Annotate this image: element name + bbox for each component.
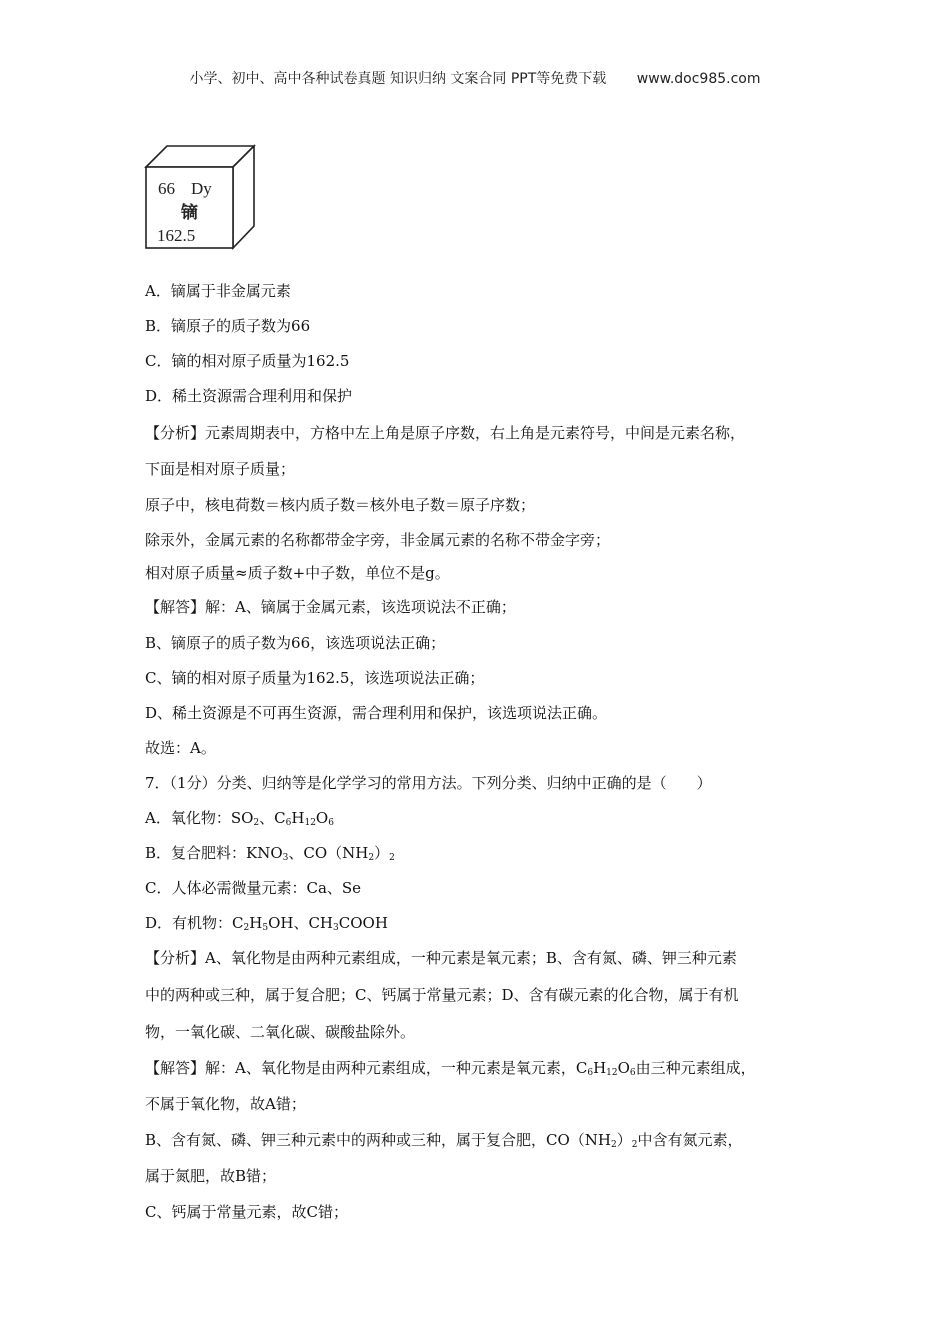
analysis-line-2: 中的两种或三种，属于复合肥；C、钙属于常量元素；D、含有碳元素的化合物，属于有机 xyxy=(145,986,739,1004)
answer-line-1: 【解答】解：A、氧化物是由两种元素组成，一种元素是氧元素，$C_6H_{12}O_6$由三种元素组成， xyxy=(145,1059,756,1078)
text-line: 除汞外，金属元素的名称都带金字旁，非金属元素的名称不带金字旁； xyxy=(145,531,611,549)
element-number: 66 xyxy=(158,179,175,198)
answer-line-3: B、含有氮、磷、钾三种元素中的两种或三种，属于复合肥，$CO(NH_2)_2$中含有氮元素， xyxy=(145,1131,743,1150)
q7-option-c: C．人体必需微量元素：Ca、Se xyxy=(145,879,362,897)
text-line: 7．（1分）分类、归纳等是化学学习的常用方法。下列分类、归纳中正确的是（ ） xyxy=(145,774,712,792)
q7-option-d: D．有机物：$C_2H_5OH$、$CH_3COOH$ xyxy=(145,914,388,933)
text-line: D、稀土资源是不可再生资源，需合理利用和保护，该选项说法正确。 xyxy=(145,704,608,722)
text-line: 【解答】解：A、镝属于金属元素，该选项说法不正确； xyxy=(145,598,516,616)
element-symbol: Dy xyxy=(191,179,212,198)
text-line: D．稀土资源需合理利用和保护 xyxy=(145,387,353,405)
text-line: B．镝原子的质子数为66 xyxy=(145,317,311,335)
analysis-line-1: 【分析】A、氧化物是由两种元素组成，一种元素是氧元素；B、含有氮、磷、钾三种元素 xyxy=(145,949,737,967)
analysis-line-3: 物，一氧化碳、二氧化碳、碳酸盐除外。 xyxy=(145,1023,416,1041)
text-line: C．镝的相对原子质量为162.5 xyxy=(145,352,350,370)
text-line: 相对原子质量≈质子数+中子数，单位不是g。 xyxy=(145,564,450,582)
text-line: 故选：A。 xyxy=(145,739,216,757)
text-line: 【分析】元素周期表中，方格中左上角是原子序数，右上角是元素符号，中间是元素名称， xyxy=(145,424,746,442)
answer-line-2: 不属于氧化物，故A错； xyxy=(145,1095,306,1113)
q7-option-b: B．复合肥料：$KNO_3$、$CO(NH_2)_2$ xyxy=(145,844,395,863)
text-line: 原子中，核电荷数＝核内质子数＝核外电子数＝原子序数； xyxy=(145,496,536,514)
text-line: B、镝原子的质子数为66，该选项说法正确； xyxy=(145,634,446,652)
text-line: C、镝的相对原子质量为162.5，该选项说法正确； xyxy=(145,669,485,687)
element-mass: 162.5 xyxy=(157,226,196,245)
text-line: A．镝属于非金属元素 xyxy=(145,282,291,300)
element-card-dysprosium xyxy=(144,144,256,250)
q7-option-a: A．氧化物：$SO_2$、$C_6H_{12}O_6$ xyxy=(145,809,334,828)
page-header xyxy=(0,68,950,88)
header-site: www.doc985.com xyxy=(636,71,761,87)
header-text: 小学、初中、高中各种试卷真题 知识归纳 文案合同 PPT等免费下载 xyxy=(189,71,607,87)
answer-line-5: C、钙属于常量元素，故C错； xyxy=(145,1203,348,1221)
text-line: 下面是相对原子质量； xyxy=(145,460,296,478)
answer-line-4: 属于氮肥，故B错； xyxy=(145,1167,277,1185)
element-name: 镝 xyxy=(181,203,198,223)
